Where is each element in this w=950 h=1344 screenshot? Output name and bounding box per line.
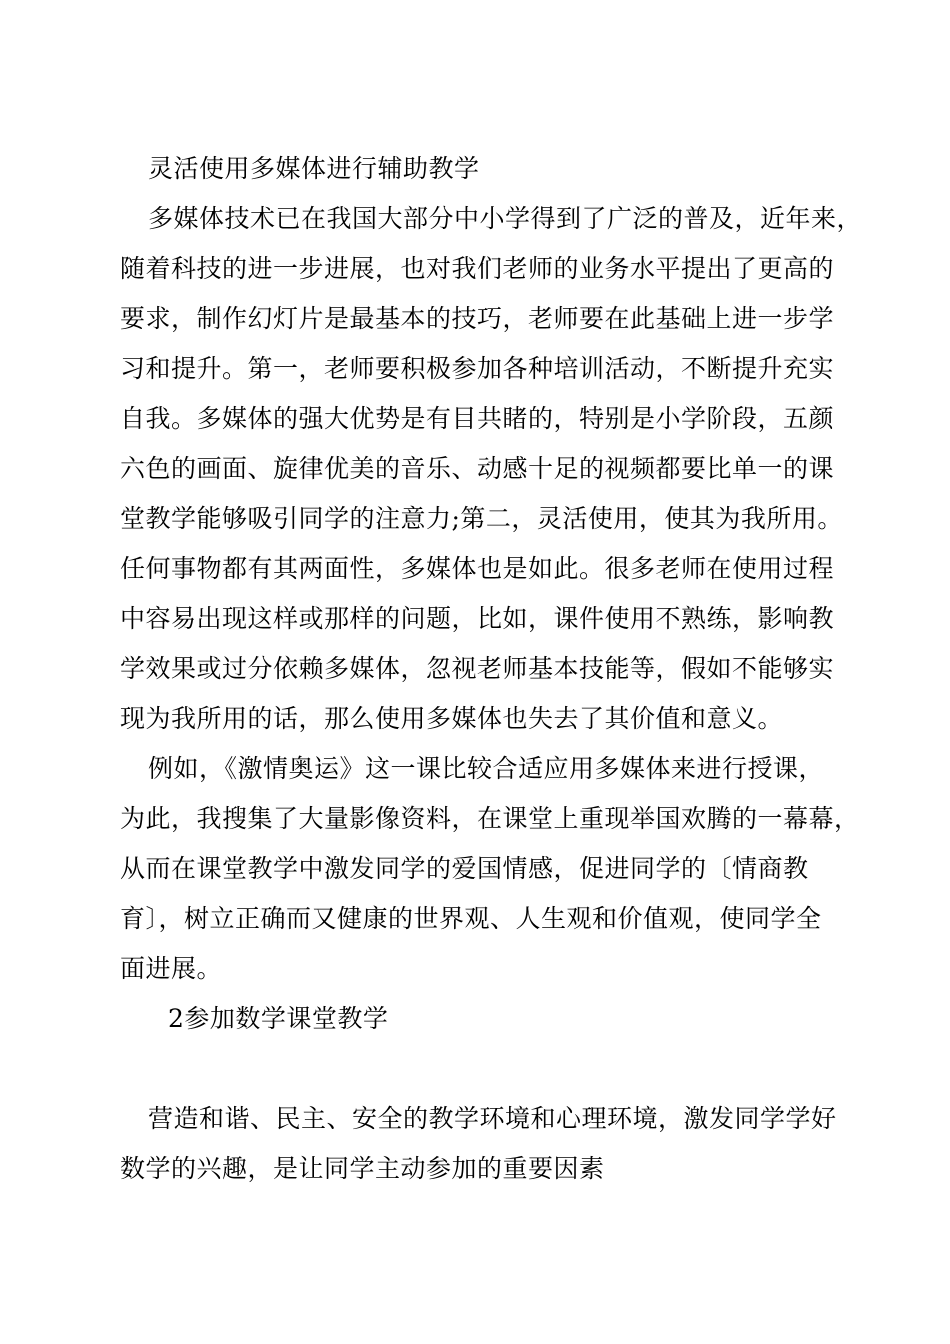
paragraph-line: 面进展。 xyxy=(120,954,223,983)
paragraph-line: 从而在课堂教学中激发同学的爱国情感，促进同学的〔情商教 xyxy=(120,854,809,883)
paragraph-line: 随着科技的进一步进展，也对我们老师的业务水平提出了更高的 xyxy=(120,254,835,283)
paragraph-line: 为此，我搜集了大量影像资料，在课堂上重现举国欢腾的一幕幕， xyxy=(120,804,860,833)
paragraph-line: 任何事物都有其两面性，多媒体也是如此。很多老师在使用过程 xyxy=(120,554,835,583)
paragraph-line: 现为我所用的话，那么使用多媒体也失去了其价值和意义。 xyxy=(120,704,784,733)
paragraph-line: 例如，《激情奥运》这一课比较合适应用多媒体来进行授课， xyxy=(148,754,825,783)
paragraph-line: 六色的画面、旋律优美的音乐、动感十足的视频都要比单一的课 xyxy=(120,454,835,483)
paragraph-line: 数学的兴趣，是让同学主动参加的重要因素 xyxy=(120,1154,605,1183)
paragraph-line: 营造和谐、民主、安全的教学环境和心理环境，激发同学学好 xyxy=(148,1104,837,1133)
paragraph-line: 学效果或过分依赖多媒体，忽视老师基本技能等，假如不能够实 xyxy=(120,654,835,683)
section-heading: 2参加数学课堂教学 xyxy=(168,1004,389,1033)
paragraph-line: 中容易出现这样或那样的问题，比如，课件使用不熟练，影响教 xyxy=(120,604,835,633)
paragraph-line: 要求，制作幻灯片是最基本的技巧，老师要在此基础上进一步学 xyxy=(120,304,835,333)
paragraph-line: 习和提升。第一，老师要积极参加各种培训活动，不断提升充实 xyxy=(120,354,835,383)
section-heading: 灵活使用多媒体进行辅助教学 xyxy=(148,154,480,183)
paragraph-line: 多媒体技术已在我国大部分中小学得到了广泛的普及，近年来， xyxy=(148,204,863,233)
paragraph-line: 自我。多媒体的强大优势是有目共睹的，特别是小学阶段，五颜 xyxy=(120,404,835,433)
paragraph-line: 堂教学能够吸引同学的注意力;第二，灵活使用，使其为我所用。 xyxy=(120,504,843,533)
paragraph-line: 育〕，树立正确而又健康的世界观、人生观和价值观，使同学全 xyxy=(120,904,822,933)
